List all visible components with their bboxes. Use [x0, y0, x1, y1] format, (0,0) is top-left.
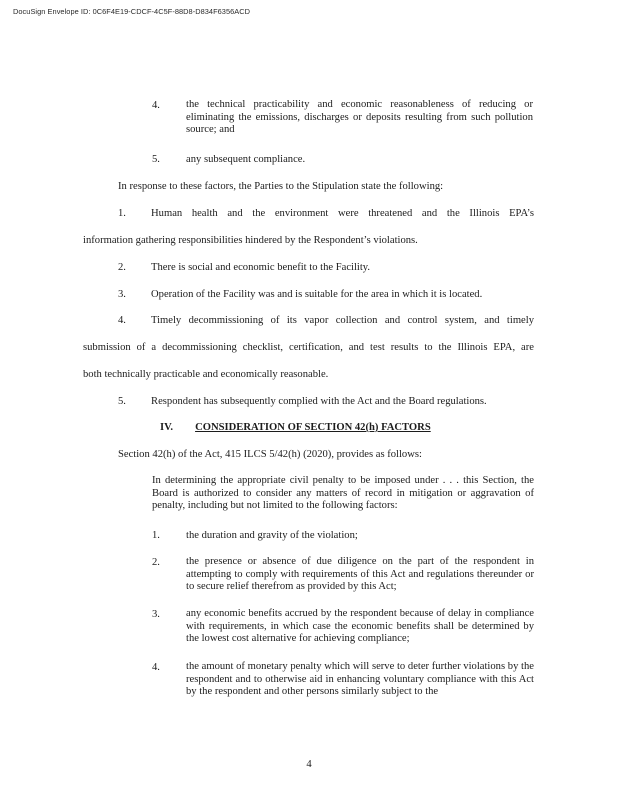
- factor-number: 1.: [152, 530, 160, 541]
- response-number: 5.: [118, 396, 126, 407]
- factor-text: the duration and gravity of the violation;: [186, 530, 358, 541]
- response-text: information gathering responsibilities hindered by the Respondent’s violations.: [83, 235, 418, 246]
- section-intro: Section 42(h) of the Act, 415 ILCS 5/42(h) (2020), provides as follows:: [118, 449, 422, 460]
- docusign-envelope-id: DocuSign Envelope ID: 0C6F4E19-CDCF-4C5F-88D8-D834F6356ACD: [13, 7, 251, 16]
- response-number: 4.: [118, 315, 126, 326]
- factor-number: 3.: [152, 609, 160, 620]
- response-text: Human health and the environment were threatened and the Illinois EPA’s: [151, 208, 534, 219]
- page-number: 4: [306, 759, 312, 770]
- list-item-text: any subsequent compliance.: [186, 154, 306, 165]
- factor-number: 4.: [152, 662, 160, 673]
- factor-text: the presence or absence of due diligence on the part of the respondent in attempting to comply with requirements of this Act and regulations thereunder or to secure relief therefrom as provided by this Act;: [186, 556, 534, 593]
- response-intro: In response to these factors, the Parties to the Stipulation state the following:: [118, 181, 444, 192]
- response-number: 2.: [118, 262, 126, 273]
- response-text: Timely decommissioning of its vapor collection and control system, and timely: [151, 315, 534, 326]
- response-text: Operation of the Facility was and is suitable for the area in which it is located.: [151, 289, 483, 300]
- response-text: There is social and economic benefit to the Facility.: [151, 262, 371, 273]
- response-text: both technically practicable and economically reasonable.: [83, 369, 329, 380]
- list-item-text: the technical practicability and economic reasonableness of reducing or eliminating the emissions, discharges or deposits resulting from such pollution source; and: [186, 99, 533, 136]
- factor-number: 2.: [152, 557, 160, 568]
- section-heading-number: IV.: [160, 422, 174, 433]
- factor-text: the amount of monetary penalty which will serve to deter further violations by the respondent and to otherwise aid in enhancing voluntary compliance with this Act by the respondent and other persons similarly subject to the: [186, 661, 534, 698]
- list-item-number: 4.: [152, 100, 160, 111]
- factor-text: any economic benefits accrued by the respondent because of delay in compliance with requirements, in which case the economic benefits shall be determined by the lowest cost alternative for achieving compliance;: [186, 608, 534, 645]
- section-heading-title: CONSIDERATION OF SECTION 42(h) FACTORS: [195, 422, 431, 433]
- block-quote: In determining the appropriate civil penalty to be imposed under . . . this Section, the Board is authorized to consider any matters of record in mitigation or aggravation of penalty, including but not limited to the following factors:: [152, 475, 534, 512]
- response-number: 3.: [118, 289, 126, 300]
- response-text: submission of a decommissioning checklist, certification, and test results to the Illinois EPA, are: [83, 342, 534, 353]
- response-number: 1.: [118, 208, 126, 219]
- response-text: Respondent has subsequently complied with the Act and the Board regulations.: [151, 396, 487, 407]
- section-heading: [160, 421, 431, 434]
- list-item-number: 5.: [152, 154, 160, 165]
